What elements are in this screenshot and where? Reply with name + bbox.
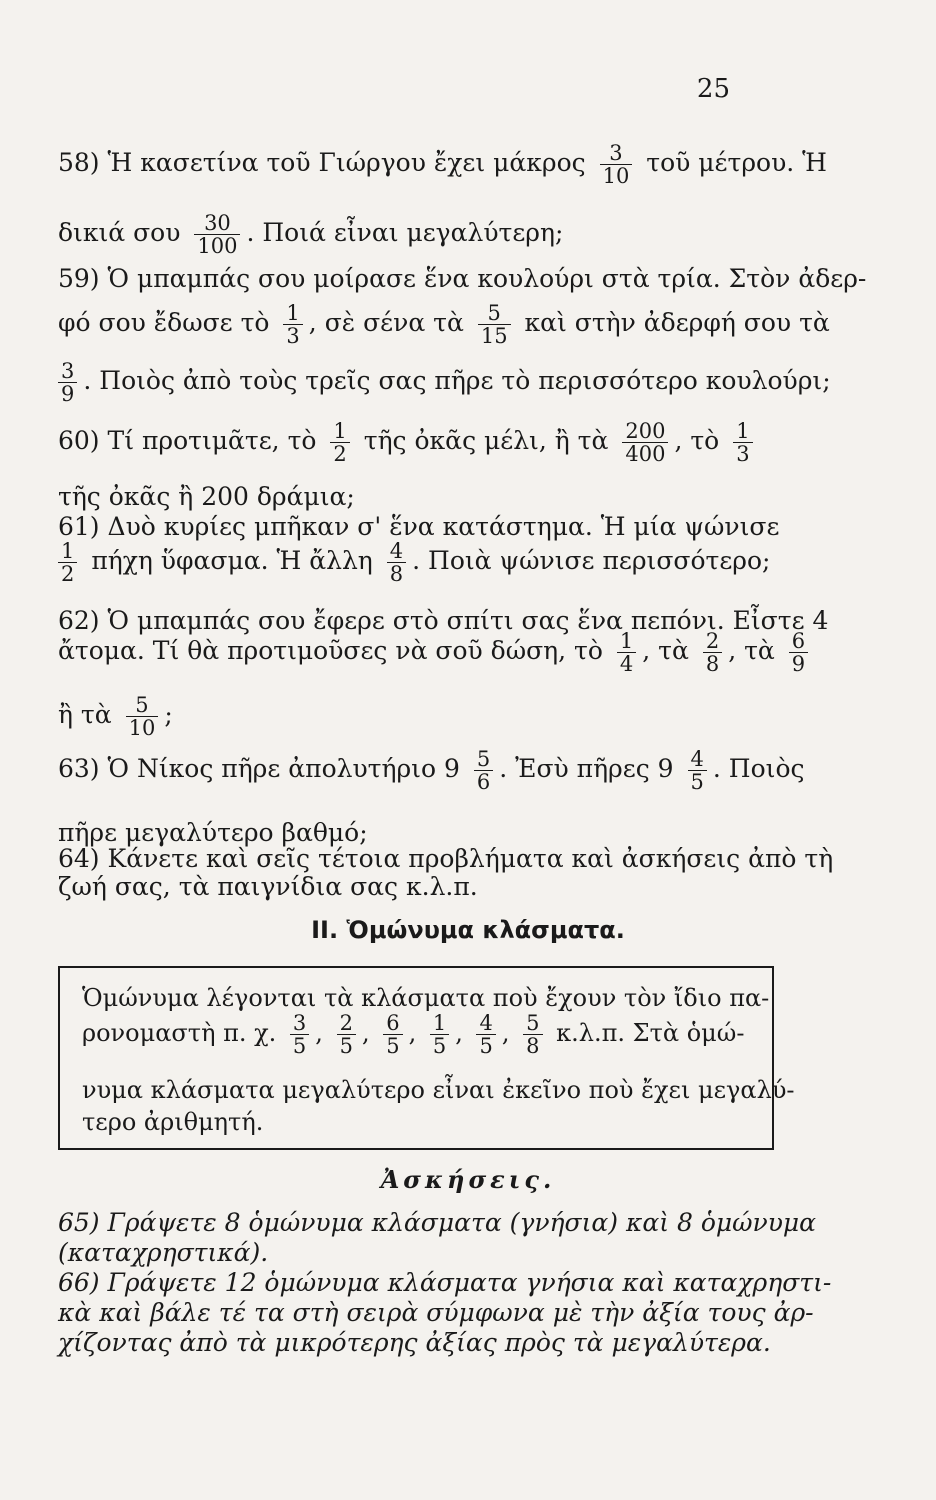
definition-text: κ.λ.π. Στὰ ὁμώ-	[556, 1019, 745, 1048]
problem-text: , τὰ	[642, 636, 689, 666]
numerator: 2	[705, 629, 720, 653]
problem-label: 64)	[58, 844, 100, 873]
denominator: 9	[789, 652, 808, 675]
problem-66-line-1	[58, 1268, 832, 1297]
denominator: 10	[600, 164, 633, 187]
problem-text: φό σου ἔδωσε τὸ	[58, 308, 270, 338]
numerator: 1	[619, 629, 634, 653]
numerator: 1	[286, 301, 300, 325]
problem-label: 61)	[58, 512, 100, 541]
fraction	[688, 748, 707, 793]
problem-label: 60)	[58, 426, 100, 456]
problem-63-line-1	[58, 747, 805, 795]
fraction	[733, 420, 752, 465]
problem-63-line-2	[58, 820, 788, 845]
numerator: 4	[690, 747, 704, 771]
numerator: 5	[526, 1011, 540, 1035]
fraction	[337, 1012, 356, 1057]
problem-text: . Ποιά εἶναι μεγαλύτερη;	[246, 218, 564, 248]
problem-65-line-1	[58, 1208, 817, 1237]
problem-text: , τὰ	[728, 636, 775, 666]
numerator: 6	[386, 1011, 400, 1035]
problem-58-line-2	[58, 212, 788, 257]
numerator: 3	[292, 1011, 307, 1035]
problem-58-line-1	[58, 141, 827, 189]
problem-60-line-2	[58, 484, 788, 509]
numerator: 1	[432, 1011, 447, 1035]
numerator: 1	[61, 539, 75, 563]
denominator: 9	[58, 382, 77, 405]
denominator: 100	[194, 234, 240, 257]
problem-59-line-2	[58, 301, 830, 349]
problem-label: 63)	[58, 754, 100, 784]
problem-text: Ὁ Νίκος πῆρε ἀπολυτήριο 9	[107, 754, 460, 784]
fraction	[58, 360, 77, 405]
problem-66-line-3: χίζοντας ἀπὸ τὰ μικρότερης ἀξίας πρὸς τὰ μεγαλύτερα.	[58, 1328, 771, 1357]
fraction	[126, 694, 159, 739]
problem-text: Ὁ μπαμπάς σου μοίρασε ἕνα κουλούρι στὰ τρία. Στὸν ἀδερ-	[107, 264, 867, 293]
problem-label: 58)	[58, 148, 100, 178]
fraction	[617, 630, 636, 675]
problem-62-line-2	[58, 629, 806, 677]
problem-text: Δυὸ κυρίες μπῆκαν σ' ἕνα κατάστημα. Ἡ μία ψώνισε	[107, 512, 780, 541]
page-number: 25	[696, 74, 730, 104]
numerator: 1	[333, 419, 347, 443]
problem-text: τῆς ὀκᾶς μέλι, ἢ τὰ	[363, 426, 609, 456]
fraction	[330, 420, 349, 465]
definition-line-3: νυμα κλάσματα μεγαλύτερο εἶναι ἐκεῖνο ποὺ ἔχει μεγαλύ-	[82, 1076, 795, 1104]
section-title: II. Ὁμώνυμα κλάσματα.	[311, 916, 625, 944]
definition-line-4: τερο ἀριθμητή.	[82, 1108, 264, 1136]
numerator: 4	[389, 539, 404, 563]
problem-text: ;	[164, 700, 173, 730]
exercises-title: Ἀσκήσεις.	[380, 1165, 556, 1194]
numerator: 5	[487, 301, 501, 325]
problem-text: Γράψετε 12 ὁμώνυμα κλάσματα γνήσια καὶ καταχρηστι-	[107, 1268, 832, 1297]
problem-text: Τί προτιμᾶτε, τὸ	[107, 426, 317, 456]
definition-line-1: Ὁμώνυμα λέγονται τὰ κλάσματα ποὺ ἔχουν τὸν ἴδιο πα-	[82, 984, 770, 1012]
problem-text: τῆς ὀκᾶς ἢ 200 δράμια;	[58, 482, 355, 511]
problem-65-line-2	[58, 1240, 788, 1265]
problem-59-line-3	[58, 359, 831, 407]
fraction	[622, 420, 668, 465]
denominator: 8	[387, 562, 406, 585]
denominator: 2	[58, 562, 77, 585]
problem-text: δικιά σου	[58, 218, 181, 248]
fraction	[387, 540, 406, 585]
numerator: 1	[736, 419, 750, 443]
problem-text: ἢ τὰ	[58, 700, 112, 730]
fraction	[290, 1012, 309, 1057]
problem-59-line-1	[58, 264, 867, 293]
numerator: 3	[609, 141, 623, 165]
numerator: 6	[791, 629, 806, 653]
problem-label: 65)	[58, 1208, 100, 1237]
definition-text: ρονομαστὴ π. χ.	[82, 1019, 277, 1048]
problem-text: Κάνετε καὶ σεῖς τέτοια προβλήματα καὶ ἀσκήσεις ἀπὸ τὴ	[107, 844, 834, 873]
denominator: 10	[126, 716, 159, 739]
fraction	[523, 1012, 542, 1057]
fraction	[789, 630, 808, 675]
definition-line-2: ρονομαστὴ π. χ. $\frac{3}{5}$ , $\frac{2}{5}$ , $\frac{6}{5}$ , $\frac{1}{5}$ , $\frac{4}{5}$ , $\frac{5}{8}$ κ.λ.π. Στὰ ὁμώ-	[82, 1011, 745, 1059]
denominator: 3	[283, 324, 302, 347]
problem-61-line-2	[58, 540, 788, 585]
problem-text: . Ποιὸς ἀπὸ τοὺς τρεῖς σας πῆρε τὸ περισσότερο κουλούρι;	[83, 366, 831, 396]
problem-60-line-1	[58, 420, 788, 465]
denominator: 5	[337, 1034, 356, 1057]
problem-text: πῆρε μεγαλύτερο βαθμό;	[58, 818, 368, 847]
denominator: 4	[617, 652, 636, 675]
fraction	[283, 302, 302, 347]
denominator: 6	[474, 770, 493, 793]
problem-62-line-3	[58, 694, 788, 739]
numerator: 5	[476, 747, 491, 771]
numerator: 5	[135, 693, 149, 717]
problem-text: Ἡ κασετίνα τοῦ Γιώργου ἔχει μάκρος	[107, 148, 586, 178]
problem-text: , σὲ σένα τὰ	[308, 308, 464, 338]
denominator: 5	[476, 1034, 495, 1057]
denominator: 400	[622, 442, 668, 465]
denominator: 8	[523, 1034, 542, 1057]
denominator: 15	[478, 324, 511, 347]
problem-text: . Ποιὸς	[712, 754, 805, 784]
problem-text: ζωή σας, τὰ παιγνίδια σας κ.λ.π.	[58, 872, 478, 901]
denominator: 2	[330, 442, 349, 465]
denominator: 5	[430, 1034, 449, 1057]
fraction	[430, 1012, 449, 1057]
problem-text: , τὸ	[674, 426, 720, 456]
problem-label: 59)	[58, 264, 100, 293]
problem-label: 62)	[58, 606, 100, 635]
fraction	[474, 748, 493, 793]
numerator: 3	[61, 359, 75, 383]
problem-64-line-1	[58, 844, 834, 873]
numerator: 4	[479, 1011, 493, 1035]
problem-text: . Ποιὰ ψώνισε περισσότερο;	[412, 546, 771, 576]
fraction	[58, 540, 77, 585]
problem-label: 66)	[58, 1268, 100, 1297]
problem-66-line-2: κὰ καὶ βάλε τέ τα στὴ σειρὰ σύμφωνα μὲ τὴν ἀξία τους ἀρ-	[58, 1298, 814, 1327]
problem-text: τοῦ μέτρου. Ἡ	[646, 148, 827, 178]
numerator: 200	[625, 419, 666, 443]
fraction	[194, 212, 240, 257]
fraction	[478, 302, 511, 347]
fraction	[600, 142, 633, 187]
denominator: 8	[703, 652, 722, 675]
problem-text: πήχη ὕφασμα. Ἡ ἄλλη	[91, 546, 373, 576]
problem-64-line-2	[58, 874, 788, 899]
problem-text: Ὁ μπαμπάς σου ἔφερε στὸ σπίτι σας ἕνα πεπόνι. Εἶστε 4	[107, 606, 829, 635]
denominator: 5	[688, 770, 707, 793]
problem-text: . Ἐσὺ πῆρες 9	[499, 754, 674, 784]
denominator: 3	[733, 442, 752, 465]
denominator: 5	[383, 1034, 402, 1057]
definition-box	[58, 966, 795, 1150]
problem-61-line-1	[58, 514, 788, 539]
fraction	[383, 1012, 402, 1057]
numerator: 2	[339, 1011, 353, 1035]
problem-text: (καταχρηστικά).	[58, 1238, 269, 1267]
problem-text: καὶ στὴν ἀδερφή σου τὰ	[524, 308, 830, 338]
problem-text: Γράψετε 8 ὁμώνυμα κλάσματα (γνήσια) καὶ 8 ὁμώνυμα	[107, 1208, 817, 1237]
fraction	[703, 630, 722, 675]
denominator: 5	[290, 1034, 309, 1057]
fraction	[476, 1012, 495, 1057]
problem-text: ἄτομα. Τί θὰ προτιμοῦσες νὰ σοῦ δώση, τὸ	[58, 636, 603, 666]
numerator: 30	[204, 211, 231, 235]
